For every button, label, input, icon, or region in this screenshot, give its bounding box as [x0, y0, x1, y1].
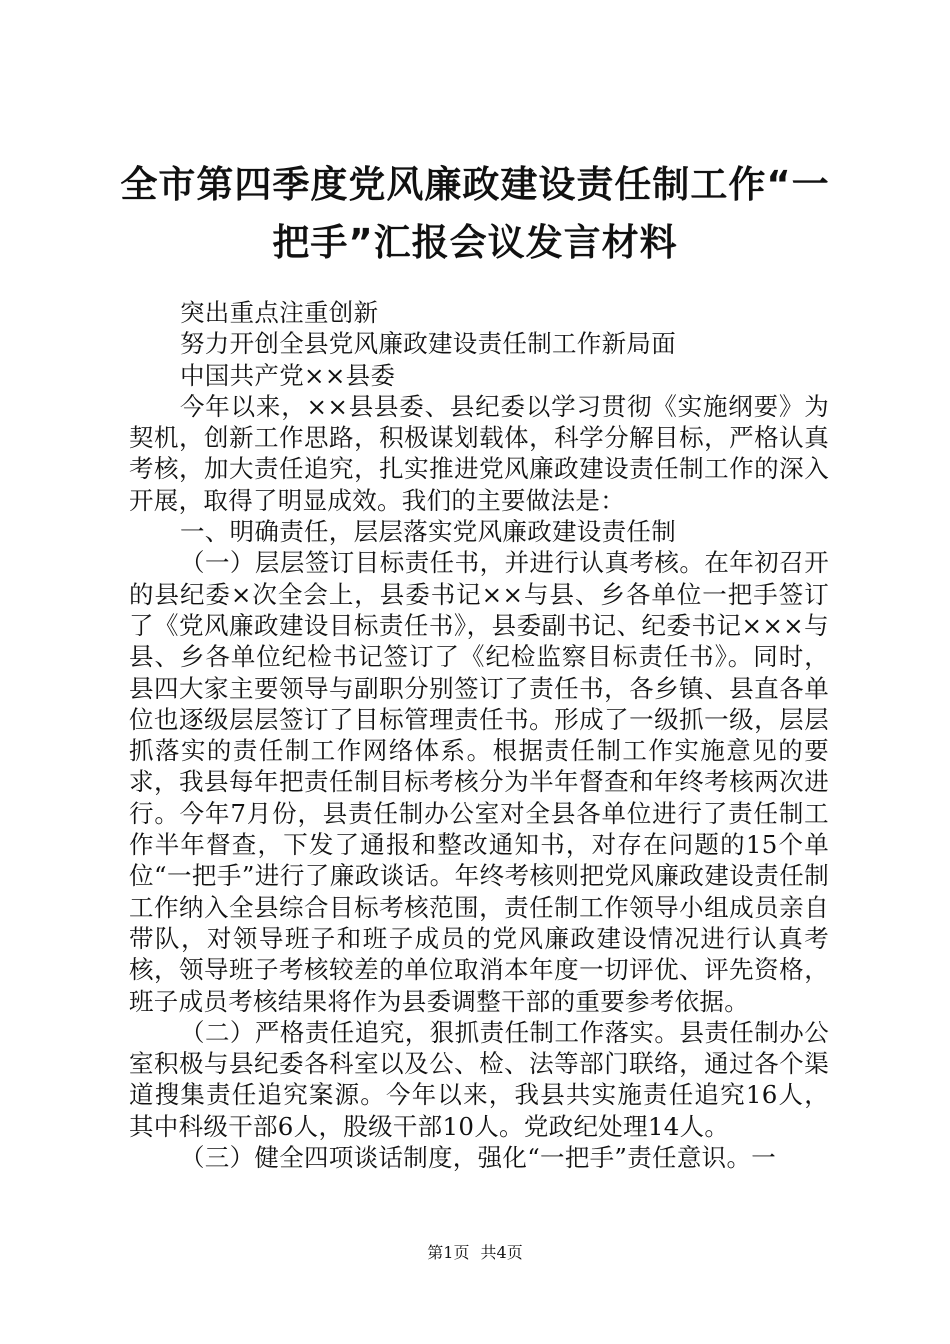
page-total: 共4页: [480, 1243, 523, 1262]
document-body: [129, 297, 829, 1173]
author-line: 中国共产党××县委: [180, 360, 396, 390]
page-number: 第1页: [427, 1243, 470, 1262]
section-heading: 一、明确责任，层层落实党风廉政建设责任制: [180, 517, 676, 547]
page-footer: [0, 1243, 950, 1263]
body-paragraph: 今年以来，××县县委、县纪委以学习贯彻《实施纲要》为契机，创新工作思路，积极谋划载体，科学分解目标，严格认真考核，加大责任追究，扎实推进党风廉政建设责任制工作的深入开展，取得了明显成效。我们的主要做法是：: [129, 391, 829, 515]
body-paragraph: （二）严格责任追究，狠抓责任制工作落实。县责任制办公室积极与县纪委各科室以及公、检、法等部门联络，通过各个渠道搜集责任追究案源。今年以来，我县共实施责任追究16人，其中科级干部6人，股级干部10人。党政纪处理14人。: [129, 1017, 829, 1141]
body-paragraph: （一）层层签订目标责任书，并进行认真考核。在年初召开的县纪委×次全会上，县委书记××与县、乡各单位一把手签订了《党风廉政建设目标责任书》，县委副书记、纪委书记×××与县、乡各单位纪检书记签订了《纪检监察目标责任书》。同时，县四大家主要领导与副职分别签订了责任书，各乡镇、县直各单位也逐级层层签订了目标管理责任书。形成了一级抓一级，层层抓落实的责任制工作网络体系。根据责任制工作实施意见的要求，我县每年把责任制目标考核分为半年督查和年终考核两次进行。今年7月份，县责任制办公室对全县各单位进行了责任制工作半年督查，下发了通报和整改通知书，对存在问题的15个单位“一把手”进行了廉政谈话。年终考核则把党风廉政建设责任制工作纳入全县综合目标考核范围，责任制工作领导小组成员亲自带队，对领导班子和班子成员的党风廉政建设情况进行认真考核，领导班子考核较差的单位取消本年度一切评优、评先资格，班子成员考核结果将作为县委调整干部的重要参考依据。: [129, 548, 829, 1016]
document-title: 全市第四季度党风廉政建设责任制工作“一把手”汇报会议发言材料: [120, 163, 830, 264]
body-paragraph: （三）健全四项谈话制度，强化“一把手”责任意识。一: [180, 1143, 777, 1173]
subtitle-line-2: 努力开创全县党风廉政建设责任制工作新局面: [180, 329, 676, 359]
subtitle-line-1: 突出重点注重创新: [180, 298, 379, 327]
